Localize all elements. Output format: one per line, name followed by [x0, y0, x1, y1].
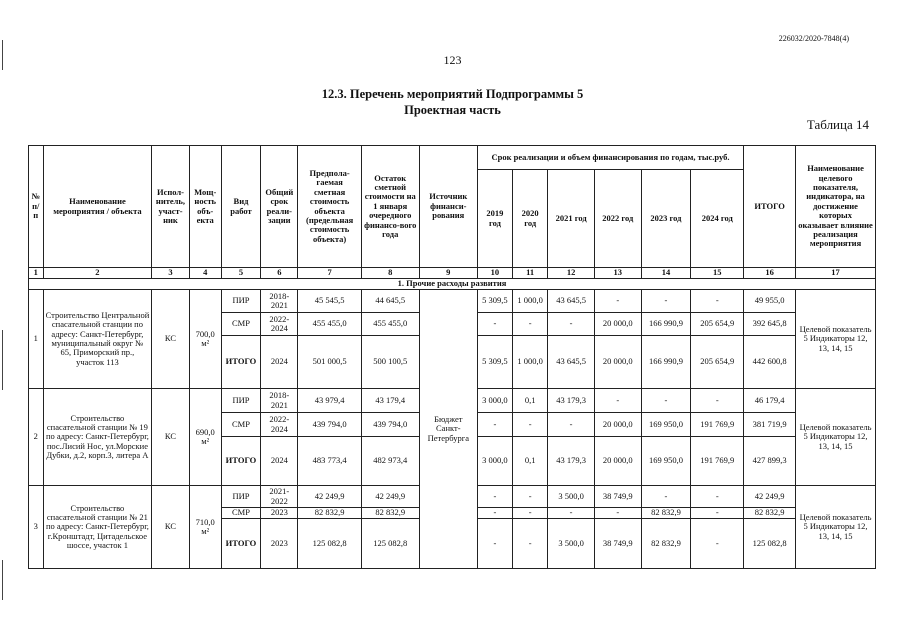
row-number: 3 — [29, 486, 44, 569]
column-number: 11 — [513, 268, 548, 279]
value-2021: 43 179,3 — [548, 437, 595, 486]
estimated-cost: 42 249,9 — [298, 486, 361, 508]
value-2022: 20 000,0 — [594, 437, 641, 486]
term: 2023 — [261, 508, 298, 519]
activities-table — [28, 145, 876, 569]
estimated-cost: 483 773,4 — [298, 437, 361, 486]
column-number: 5 — [221, 268, 260, 279]
margin-mark — [2, 330, 3, 390]
col-executor-header: Испол-нитель, участ-ник — [152, 146, 189, 268]
table-row — [29, 290, 876, 313]
value-2021: 43 645,5 — [548, 336, 595, 389]
value-total: 392 645,8 — [744, 313, 796, 336]
value-total: 442 600,8 — [744, 336, 796, 389]
value-2023: 166 990,9 — [641, 336, 691, 389]
col-2020-header: 2020 год — [513, 170, 548, 268]
term: 2023 — [261, 519, 298, 569]
col-2023-header: 2023 год — [641, 170, 691, 268]
term: 2018-2021 — [261, 290, 298, 313]
indicator: Целевой показатель 5 Индикаторы 12, 13, 14, 15 — [796, 290, 876, 389]
col-term-header: Общий срок реали-зации — [261, 146, 298, 268]
value-2024: - — [691, 290, 744, 313]
value-2020: 1 000,0 — [513, 290, 548, 313]
value-2021: 43 645,5 — [548, 290, 595, 313]
value-2019: 5 309,5 — [477, 290, 512, 313]
section-title: 1. Прочие расходы развития — [29, 279, 876, 290]
value-total: 49 955,0 — [744, 290, 796, 313]
col-2022-header: 2022 год — [594, 170, 641, 268]
value-2023: - — [641, 290, 691, 313]
value-2022: - — [594, 389, 641, 413]
estimated-cost: 501 000,5 — [298, 336, 361, 389]
indicator: Целевой показатель 5 Индикаторы 12, 13, 14, 15 — [796, 389, 876, 486]
value-2019: - — [477, 413, 512, 437]
value-2024: - — [691, 389, 744, 413]
value-2023: - — [641, 486, 691, 508]
document-title: 12.3. Перечень мероприятий Подпрограммы 5 — [321, 87, 584, 101]
term: 2022-2024 — [261, 313, 298, 336]
capacity: 700,0 м² — [189, 290, 221, 389]
col-2024-header: 2024 год — [691, 170, 744, 268]
section-row — [29, 279, 876, 290]
column-number: 10 — [477, 268, 512, 279]
term: 2018-2021 — [261, 389, 298, 413]
value-2023: 166 990,9 — [641, 313, 691, 336]
value-total: 381 719,9 — [744, 413, 796, 437]
column-number: 9 — [419, 268, 477, 279]
column-number: 17 — [796, 268, 876, 279]
column-number: 15 — [691, 268, 744, 279]
column-number: 1 — [29, 268, 44, 279]
value-2024: 191 769,9 — [691, 413, 744, 437]
value-2021: - — [548, 508, 595, 519]
work-type: СМР — [221, 508, 260, 519]
work-type: СМР — [221, 313, 260, 336]
remaining-cost: 125 082,8 — [361, 519, 419, 569]
work-type: ПИР — [221, 290, 260, 313]
col-total-header: ИТОГО — [744, 146, 796, 268]
value-2022: - — [594, 290, 641, 313]
column-number: 7 — [298, 268, 361, 279]
remaining-cost: 500 100,5 — [361, 336, 419, 389]
term: 2021-2022 — [261, 486, 298, 508]
value-2022: 20 000,0 — [594, 313, 641, 336]
column-number: 12 — [548, 268, 595, 279]
value-2019: - — [477, 486, 512, 508]
table-label: Таблица 14 — [806, 117, 869, 132]
value-2020: - — [513, 486, 548, 508]
column-number: 8 — [361, 268, 419, 279]
value-2021: - — [548, 313, 595, 336]
term: 2024 — [261, 437, 298, 486]
remaining-cost: 42 249,9 — [361, 486, 419, 508]
value-2024: 205 654,9 — [691, 313, 744, 336]
column-number: 3 — [152, 268, 189, 279]
remaining-cost: 439 794,0 — [361, 413, 419, 437]
column-number: 13 — [594, 268, 641, 279]
value-total: 42 249,9 — [744, 486, 796, 508]
col-indicator-header: Наименование целевого показателя, индикатора, на достижение которых оказывает влияние реализация мероприятия — [796, 146, 876, 268]
value-2021: - — [548, 413, 595, 437]
value-2021: 3 500,0 — [548, 486, 595, 508]
value-2023: 82 832,9 — [641, 508, 691, 519]
col-estcost-header: Предпола-гаемая сметная стоимость объекта (предельная стоимость объекта) — [298, 146, 361, 268]
executor: КС — [152, 486, 189, 569]
col-name-header: Наименование мероприятия / объекта — [43, 146, 152, 268]
remaining-cost: 43 179,4 — [361, 389, 419, 413]
value-2020: 1 000,0 — [513, 336, 548, 389]
value-2022: 20 000,0 — [594, 413, 641, 437]
object-name: Строительство Центральной спасательной станции по адресу: Санкт-Петербург, муниципальный округ № 65, Приморский пр., участок 113 — [43, 290, 152, 389]
value-2024: 205 654,9 — [691, 336, 744, 389]
value-2019: - — [477, 508, 512, 519]
col-2019-header: 2019 год — [477, 170, 512, 268]
remaining-cost: 82 832,9 — [361, 508, 419, 519]
col-num-header: № п/п — [29, 146, 44, 268]
work-type: СМР — [221, 413, 260, 437]
value-total: 125 082,8 — [744, 519, 796, 569]
margin-mark — [2, 560, 3, 600]
column-number: 14 — [641, 268, 691, 279]
executor: КС — [152, 389, 189, 486]
work-type: ИТОГО — [221, 437, 260, 486]
remaining-cost: 482 973,4 — [361, 437, 419, 486]
value-2021: 3 500,0 — [548, 519, 595, 569]
col-worktype-header: Вид работ — [221, 146, 260, 268]
column-number: 4 — [189, 268, 221, 279]
estimated-cost: 439 794,0 — [298, 413, 361, 437]
row-number: 1 — [29, 290, 44, 389]
indicator: Целевой показатель 5 Индикаторы 12, 13, 14, 15 — [796, 486, 876, 569]
col-period-group-header: Срок реализации и объем финансирования по годам, тыс.руб. — [477, 146, 743, 170]
value-2022: 20 000,0 — [594, 336, 641, 389]
value-2020: - — [513, 519, 548, 569]
estimated-cost: 82 832,9 — [298, 508, 361, 519]
estimated-cost: 455 455,0 — [298, 313, 361, 336]
col-capacity-header: Мощ-ность объ-екта — [189, 146, 221, 268]
document-number: 226032/2020-7848(4) — [778, 34, 849, 43]
value-2019: - — [477, 313, 512, 336]
value-2023: 82 832,9 — [641, 519, 691, 569]
funding-source: Бюджет Санкт-Петербурга — [419, 290, 477, 569]
executor: КС — [152, 290, 189, 389]
column-number: 2 — [43, 268, 152, 279]
capacity: 690,0 м² — [189, 389, 221, 486]
column-number: 16 — [744, 268, 796, 279]
value-2023: 169 950,0 — [641, 437, 691, 486]
work-type: ПИР — [221, 389, 260, 413]
value-2020: - — [513, 413, 548, 437]
value-2019: 3 000,0 — [477, 389, 512, 413]
value-2022: 38 749,9 — [594, 519, 641, 569]
value-2023: 169 950,0 — [641, 413, 691, 437]
work-type: ПИР — [221, 486, 260, 508]
value-2019: - — [477, 519, 512, 569]
value-2022: - — [594, 508, 641, 519]
value-2019: 3 000,0 — [477, 437, 512, 486]
row-number: 2 — [29, 389, 44, 486]
value-2022: 38 749,9 — [594, 486, 641, 508]
value-2024: - — [691, 486, 744, 508]
column-number: 6 — [261, 268, 298, 279]
estimated-cost: 125 082,8 — [298, 519, 361, 569]
col-remaining-header: Остаток сметной стоимости на 1 января очередного финансо-вого года — [361, 146, 419, 268]
remaining-cost: 44 645,5 — [361, 290, 419, 313]
object-name: Строительство спасательной станции № 19 по адресу: Санкт-Петербург, пос.Лисий Нос, ул.Морские Дубки, д.2, корп.3, литера А — [43, 389, 152, 486]
value-total: 427 899,3 — [744, 437, 796, 486]
object-name: Строительство спасательной станции № 21 по адресу: Санкт-Петербург, г.Кронштадт, Цитадельское шоссе, участок 1 — [43, 486, 152, 569]
value-2020: 0,1 — [513, 437, 548, 486]
value-2024: - — [691, 508, 744, 519]
term: 2024 — [261, 336, 298, 389]
term: 2022-2024 — [261, 413, 298, 437]
col-2021-header: 2021 год — [548, 170, 595, 268]
page-number: 123 — [443, 53, 462, 67]
value-total: 82 832,9 — [744, 508, 796, 519]
work-type: ИТОГО — [221, 519, 260, 569]
column-number-row — [29, 268, 876, 279]
document-subtitle: Проектная часть — [404, 103, 501, 117]
value-2024: 191 769,9 — [691, 437, 744, 486]
value-2020: - — [513, 508, 548, 519]
value-total: 46 179,4 — [744, 389, 796, 413]
estimated-cost: 45 545,5 — [298, 290, 361, 313]
value-2023: - — [641, 389, 691, 413]
value-2020: 0,1 — [513, 389, 548, 413]
estimated-cost: 43 979,4 — [298, 389, 361, 413]
value-2024: - — [691, 519, 744, 569]
work-type: ИТОГО — [221, 336, 260, 389]
col-source-header: Источник финанси-рования — [419, 146, 477, 268]
capacity: 710,0 м² — [189, 486, 221, 569]
value-2019: 5 309,5 — [477, 336, 512, 389]
value-2020: - — [513, 313, 548, 336]
value-2021: 43 179,3 — [548, 389, 595, 413]
remaining-cost: 455 455,0 — [361, 313, 419, 336]
